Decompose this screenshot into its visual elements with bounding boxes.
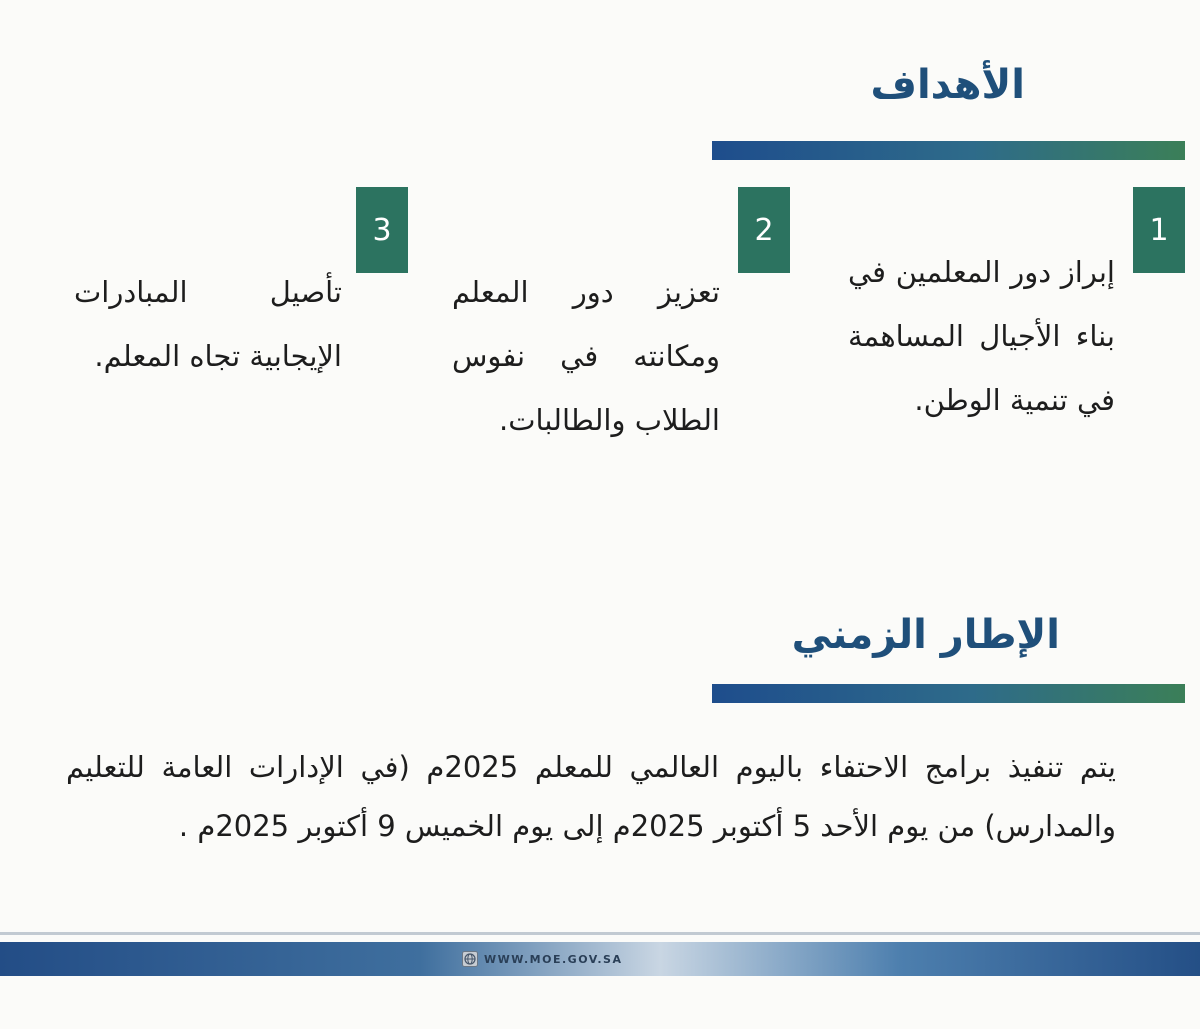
goal-1-text: إبراز دور المعلمين في بناء الأجيال المساهمة في تنمية الوطن. [848, 255, 1115, 417]
footer-url-text: WWW.MOE.GOV.SA [484, 952, 623, 966]
timeframe-heading: الإطار الزمني [791, 612, 1060, 658]
goal-3-text: تأصيل المبادرات الإيجابية تجاه المعلم. [74, 275, 342, 373]
footer-divider-line [0, 932, 1200, 935]
goal-1-number-badge: 1 [1133, 187, 1185, 273]
goal-2-text: تعزيز دور المعلم ومكانته في نفوس الطلاب والطالبات. [452, 275, 720, 437]
timeframe-divider-bar [712, 684, 1185, 703]
footer-band [0, 942, 1200, 976]
goal-3-number-badge: 3 [356, 187, 408, 273]
goal-2-number-badge: 2 [738, 187, 790, 273]
timeframe-paragraph: يتم تنفيذ برامج الاحتفاء باليوم العالمي للمعلم 2025م (في الإدارات العامة للتعليم والمدارس) من يوم الأحد 5 أكتوبر 2025م إلى يوم الخميس 9 أكتوبر 2025م . [66, 750, 1116, 843]
goals-heading: الأهداف [870, 62, 1025, 108]
globe-icon [462, 951, 478, 967]
footer-url[interactable] [462, 942, 622, 976]
goals-divider-bar [712, 141, 1185, 160]
